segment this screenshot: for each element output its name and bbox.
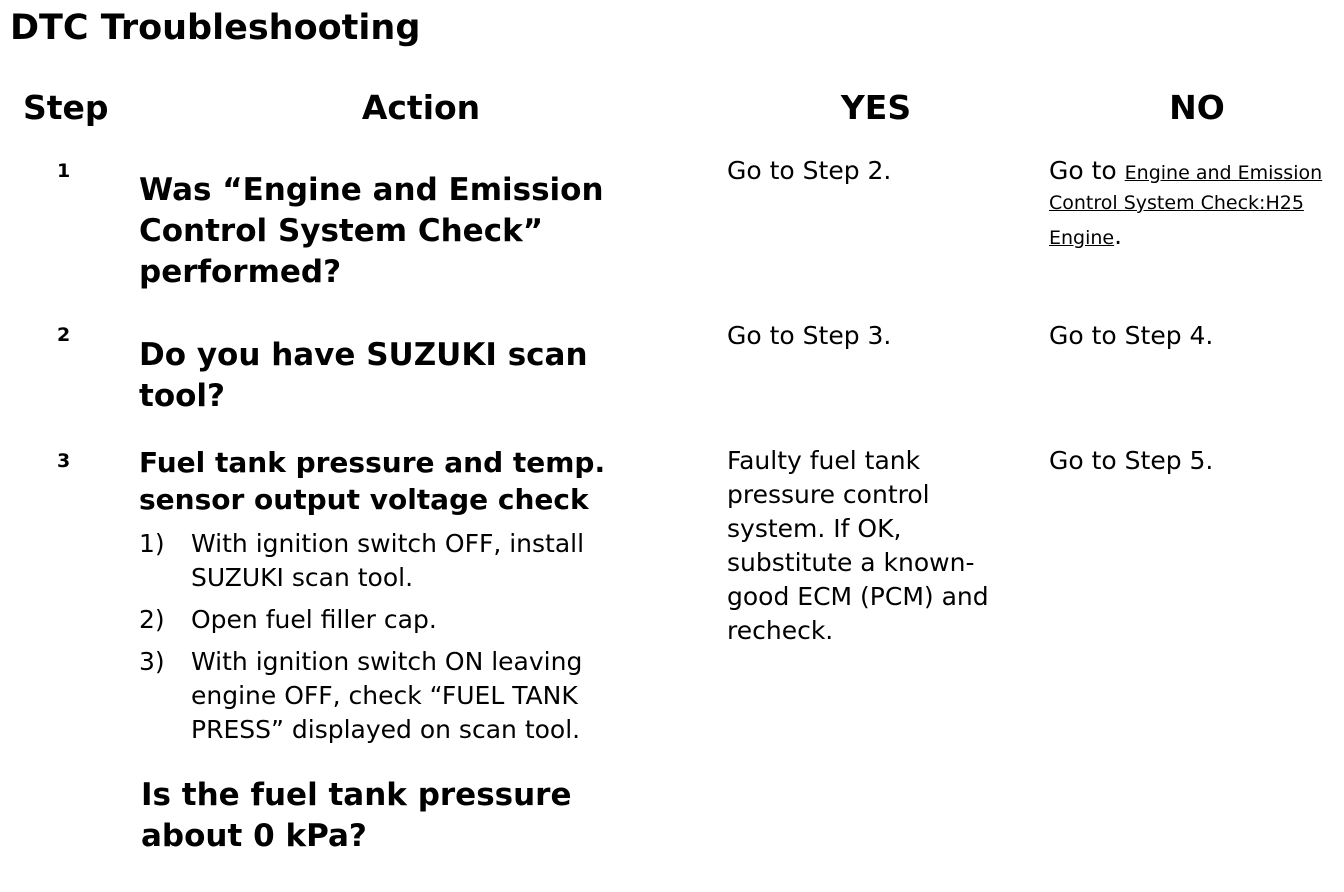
step-question: Do you have SUZUKI scan tool? — [139, 337, 588, 414]
substep-number: 1) — [139, 529, 165, 558]
yes-action: Faulty fuel tank pressure control system. If OK, substitute a known-good ECM (PCM) and recheck. — [727, 446, 989, 645]
no-action — [1049, 154, 1339, 254]
substep-number: 3) — [139, 647, 165, 676]
page-title: DTC Troubleshooting — [10, 8, 421, 48]
step-number: 1 — [57, 160, 71, 182]
substep-text: With ignition switch OFF, install SUZUKI scan tool. — [191, 529, 585, 592]
substep-text: With ignition switch ON leaving engine OFF, check “FUEL TANK PRESS” displayed on scan tool. — [191, 647, 583, 744]
header-yes: YES — [840, 88, 912, 127]
substep-number: 2) — [139, 605, 165, 634]
no-action-suffix: . — [1114, 221, 1123, 250]
no-action: Go to Step 4. — [1049, 321, 1214, 350]
check-title: Fuel tank pressure and temp. sensor output voltage check — [139, 446, 606, 516]
no-action: Go to Step 5. — [1049, 446, 1214, 475]
engine-check-link[interactable]: Engine and Emission Control System Check:H25 Engine — [1049, 162, 1323, 249]
step-question: Was “Engine and Emission Control System Check” performed? — [139, 172, 604, 290]
no-action-prefix: Go to — [1049, 156, 1125, 185]
yes-action: Go to Step 3. — [727, 321, 892, 350]
header-no: NO — [1169, 88, 1225, 127]
header-step: Step — [23, 88, 109, 127]
substep-item — [139, 645, 659, 747]
substep-text: Open fuel filler cap. — [191, 605, 437, 634]
step-number: 2 — [57, 324, 71, 346]
yes-action: Go to Step 2. — [727, 156, 892, 185]
header-action: Action — [361, 88, 481, 127]
substep-item — [139, 603, 659, 637]
step-question: Is the fuel tank pressure about 0 kPa? — [141, 777, 572, 854]
substep-item — [139, 527, 659, 595]
step-number: 3 — [57, 450, 71, 472]
